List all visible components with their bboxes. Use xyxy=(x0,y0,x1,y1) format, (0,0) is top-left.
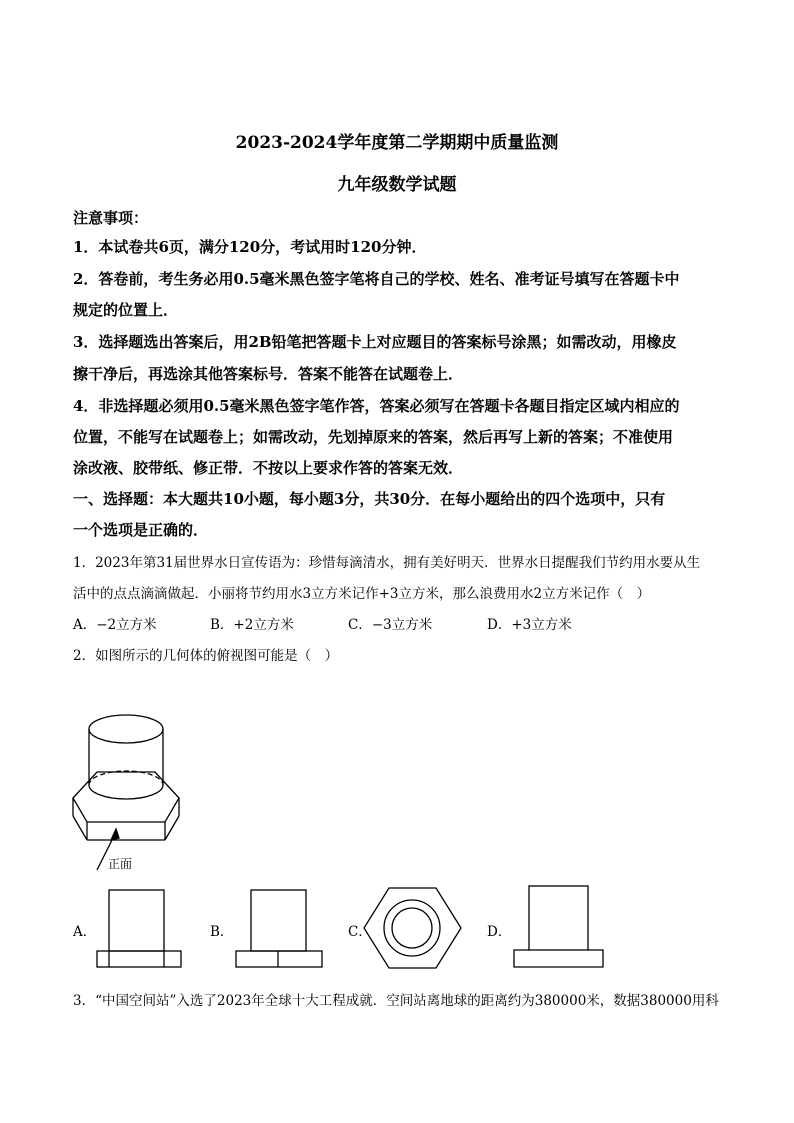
exam-subtitle: 九年级数学试题 xyxy=(337,175,457,195)
geometry-solid xyxy=(73,715,179,870)
q2-option-d: D． xyxy=(487,924,512,940)
notice-line: 1．本试卷共6页，满分120分，考试用时120分钟． xyxy=(73,238,427,256)
notice-line: 涂改液、胶带纸、修正带．不按以上要求作答的答案无效． xyxy=(73,459,464,477)
option-b-figure xyxy=(236,890,322,967)
option-d-figure xyxy=(514,886,603,967)
question-1-text: 1．2023年第31届世界水日宣传语为：珍惜每滴清水，拥有美好明天．世界水日提醒我们节约用水要从生 xyxy=(73,555,701,571)
q1-option-c: C．−3立方米 xyxy=(348,617,433,633)
notice-line: 3．选择题选出答案后，用2B铅笔把答题卡上对应题目的答案标号涂黑；如需改动，用橡皮 xyxy=(73,333,677,351)
q1-option-a: A．−2立方米 xyxy=(73,617,157,633)
notice-line: 2．答卷前，考生务必用0.5毫米黑色签字笔将自己的学校、姓名、准考证号填写在答题卡中 xyxy=(73,270,680,288)
section-heading-cont: 一个选项是正确的． xyxy=(73,521,209,539)
option-a-figure xyxy=(97,890,181,967)
front-label: 正面 xyxy=(108,857,133,871)
arrow-head xyxy=(111,829,119,840)
option-c-figure xyxy=(364,888,461,968)
notice-line: 规定的位置上． xyxy=(73,301,179,319)
cylinder-top xyxy=(89,715,163,743)
q1-option-d: D．+3立方米 xyxy=(487,617,572,633)
section-heading: 一、选择题：本大题共10小题，每小题3分，共30分．在每小题给出的四个选项中，只有 xyxy=(73,490,666,508)
cylinder-bottom-back xyxy=(89,771,163,785)
question-1-text: 活中的点点滴滴做起．小丽将节约用水3立方米记作+3立方米，那么浪费用水2立方米记作（ ） xyxy=(73,586,651,602)
q2-option-c: C． xyxy=(348,924,372,940)
cylinder-bottom-front xyxy=(89,785,163,799)
question-2-text: 2．如图所示的几何体的俯视图可能是（ ） xyxy=(73,648,339,664)
notice-line: 位置，不能写在试题卷上；如需改动，先划掉原来的答案，然后再写上新的答案；不准使用 xyxy=(73,428,674,446)
q1-option-b: B．+2立方米 xyxy=(210,617,294,633)
notice-line: 4．非选择题必须用0.5毫米黑色签字笔作答，答案必须写在答题卡各题目指定区域内相应的 xyxy=(73,397,680,415)
notice-heading: 注意事项： xyxy=(73,209,149,227)
q2-option-a: A． xyxy=(73,924,97,940)
notice-line: 擦干净后，再选涂其他答案标号．答案不能答在试题卷上． xyxy=(73,365,464,383)
q2-option-b: B． xyxy=(210,924,234,940)
question-3-text: 3．“中国空间站”入选了2023年全球十大工程成就．空间站离地球的距离约为380000米，数据380000用科 xyxy=(73,993,719,1009)
exam-title: 2023-2024学年度第二学期期中质量监测 xyxy=(235,133,559,153)
